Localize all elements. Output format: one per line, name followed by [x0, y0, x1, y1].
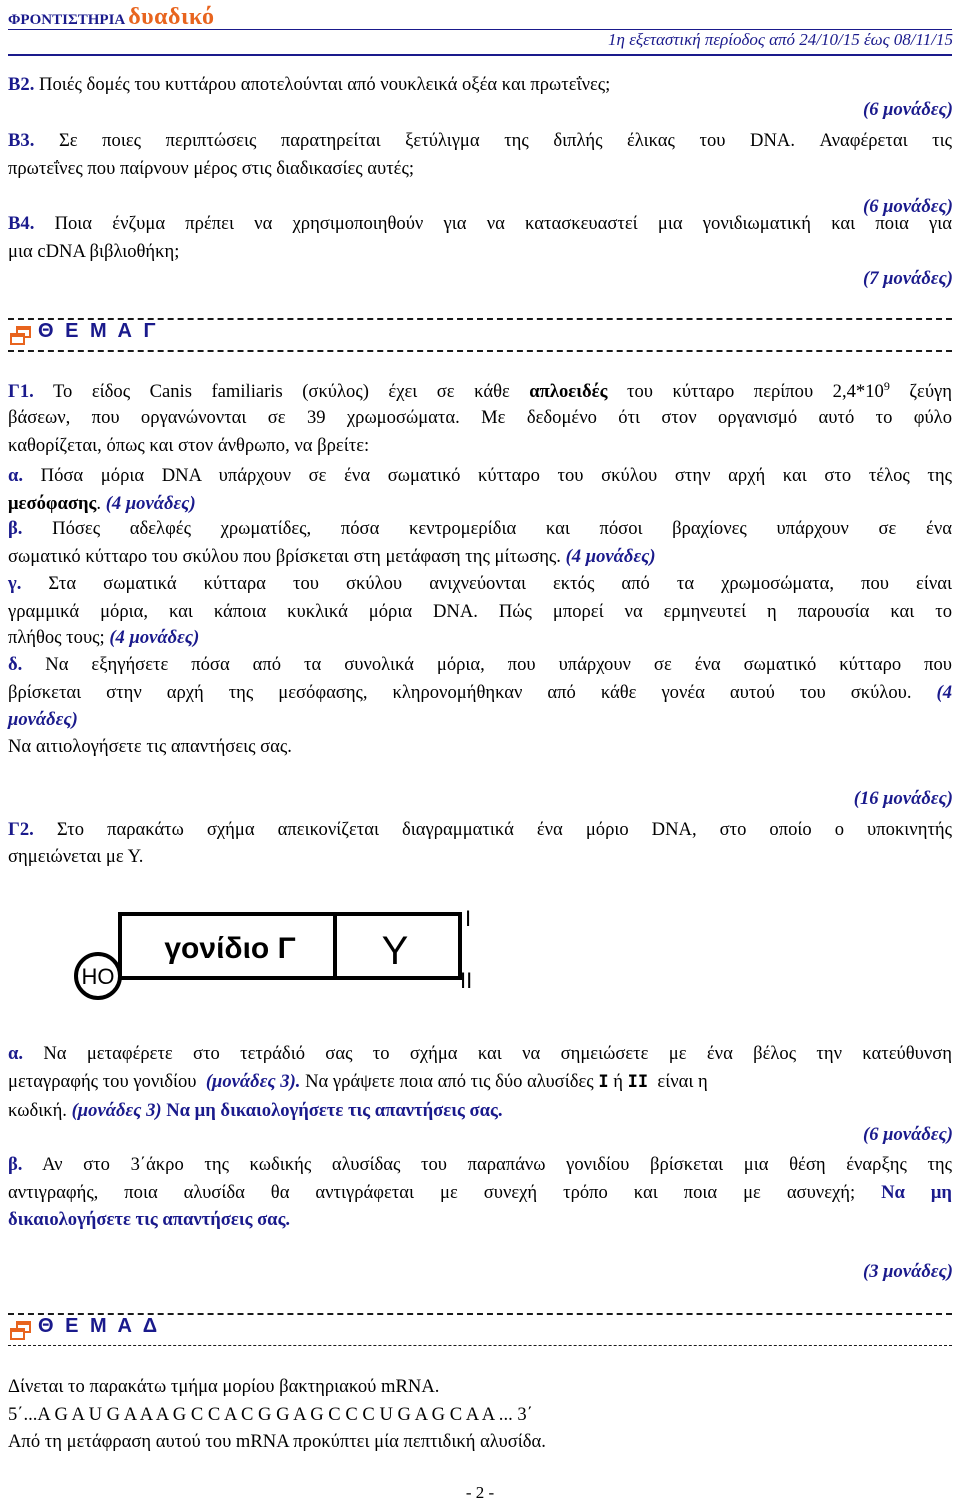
- g1-haploid: απλοειδές: [529, 381, 608, 403]
- brand-logo: [8, 4, 215, 31]
- g1-a-line1: Πόσα μόρια DNA υπάρχουν σε ένα σωματικό κύτταρο του σκύλου στην αρχή και στο τέλος της: [40, 465, 952, 486]
- g1-c-marks: (4 μονάδες): [109, 627, 200, 648]
- g1-b-line1: Πόσες αδελφές χρωματίδες, πόσα κεντρομερίδια και πόσοι βραχίονες υπάρχουν σε ένα: [52, 518, 952, 539]
- windows-icon: [10, 326, 32, 346]
- g1-a-line2: μεσόφασης. (4 μονάδες): [8, 493, 196, 514]
- strand-i-ref: I: [598, 1072, 609, 1092]
- g1-c: [8, 570, 952, 598]
- theme-d-header: [8, 1313, 952, 1345]
- strand-ii-ref: II: [627, 1072, 649, 1092]
- strand-i-label: I: [465, 906, 472, 931]
- g1-c-line1: Στα σωματικά κύτταρα του σκύλου ανιχνεύονται εκτός από τα χρωμοσώματα, που είναι: [48, 573, 952, 594]
- g1-b-marks: (4 μονάδες): [565, 546, 656, 567]
- g1-d-marks-b: μονάδες): [8, 709, 78, 730]
- promoter-y-label: Y: [381, 929, 409, 973]
- g1-d-marks-a: (4: [936, 682, 952, 703]
- exam-period: 1η εξεταστική περίοδος από 24/10/15 έως 08/11/15: [608, 30, 953, 49]
- b2-label: Β2.: [8, 74, 35, 95]
- g2-line2: σημειώνεται με Υ.: [8, 846, 144, 867]
- page-number: - 2 -: [465, 1483, 495, 1502]
- gene-label: γονίδιο Γ: [164, 932, 296, 965]
- b4-question: [8, 210, 952, 238]
- b4-line2: μια cDNA βιβλιοθήκη;: [8, 241, 180, 262]
- b4-line1: Ποια ένζυμα πρέπει να χρησιμοποιηθούν για να κατασκευαστεί μια γονιδιωματική και ποια για: [54, 213, 952, 234]
- header-rule-bottom: [8, 54, 952, 56]
- g2-b-line2: [8, 1179, 952, 1207]
- g1-line1-pre: Το είδος Canis familiaris (σκύλος) έχει σε κάθε: [52, 381, 510, 403]
- g1-line1-end: ζεύγη: [909, 381, 952, 403]
- g1-d: [8, 651, 952, 679]
- b3-line1: Σε ποιες περιπτώσεις παρατηρείται ξετύλιγμα της διπλής έλικας του DNA. Αναφέρεται τις: [58, 130, 952, 151]
- windows-icon: [10, 1321, 32, 1341]
- g1-d-line3: [8, 706, 952, 734]
- g2-b-line3: [8, 1206, 952, 1234]
- g1-a-mesophase: μεσόφασης: [8, 493, 97, 514]
- b3-question: [8, 127, 952, 155]
- g2-b-total: (3 μονάδες): [863, 1261, 953, 1282]
- g1-justify: Να αιτιολογήσετε τις απαντήσεις σας.: [8, 736, 292, 757]
- theme-g-header: [8, 318, 952, 350]
- g1-line3: καθορίζεται, όπως και στον άνθρωπο, να βρείτε:: [8, 435, 370, 456]
- g1-b-line2: [8, 543, 952, 571]
- dna-figure: [60, 900, 500, 1000]
- g2-a-line3: [8, 1097, 952, 1125]
- b3-label: Β3.: [8, 130, 35, 151]
- d-line1: Δίνεται το παρακάτω τμήμα μορίου βακτηριακού mRNA.: [8, 1376, 440, 1397]
- g2-a-total: (6 μονάδες): [863, 1124, 953, 1145]
- b2-marks: (6 μονάδες): [863, 99, 953, 120]
- g2-a-marks1: (μονάδες 3).: [205, 1071, 301, 1092]
- b2-question: [8, 71, 952, 99]
- g1-d-line2-text: βρίσκεται στην αρχή της μεσόφασης, κληρονομήθηκαν από κάθε γονέα αυτού του σκύλου.: [8, 682, 912, 703]
- g2-a-line3-pre: κωδική.: [8, 1100, 67, 1121]
- g1-d-label: δ.: [8, 654, 23, 675]
- theme-d-dash-bottom: [8, 1345, 952, 1346]
- g2-a-label: α.: [8, 1043, 24, 1064]
- strand-ii-label: II: [460, 968, 473, 993]
- theme-g-title: Θ Ε Μ Α Γ: [38, 320, 159, 342]
- g1-d-line1: Να εξηγήσετε πόσα από τα συνολικά μόρια, που υπάρχουν σε ένα σωματικό κύτταρο που: [45, 654, 952, 675]
- g2-a: [8, 1040, 952, 1068]
- header-rule: [8, 29, 952, 30]
- g2-a-line2-mid: Να γράψετε ποια από τις δύο αλυσίδες: [305, 1071, 594, 1092]
- g2-label: Γ2.: [8, 819, 34, 840]
- g1-line1-post: του κύτταρο περίπου 2,4*10: [626, 381, 884, 403]
- g1-line1: [8, 372, 952, 406]
- brand-name: δυαδικό: [128, 4, 215, 30]
- g1-line2: βάσεων, που οργανώνονται σε 39 χρωμοσώματα. Με δεδομένο ότι στον οργανισμό αυτό το φύλο: [8, 407, 952, 428]
- g2-b-label: β.: [8, 1154, 23, 1175]
- theme-g-dash-bottom: [8, 350, 952, 352]
- g1-a-marks: (4 μονάδες): [105, 493, 196, 514]
- g1-b-label: β.: [8, 518, 23, 539]
- mrna-sequence: 5΄...A G A U G A A A G C C A C G G A G C C C U G A G C A A ... 3΄: [8, 1404, 533, 1425]
- g1-c-line3-text: πλήθος τους;: [8, 627, 105, 648]
- g2-line1-text: Στο παρακάτω σχήμα απεικονίζεται διαγραμματικά ένα μόριο DNA, στο οποίο ο υποκινητής: [56, 819, 953, 840]
- b3-marks: (6 μονάδες): [863, 196, 953, 217]
- g1-exponent: 9: [883, 379, 890, 393]
- g2-line1: [8, 816, 952, 844]
- g2-a-or: ή: [613, 1071, 623, 1092]
- g2-a-line2: [8, 1068, 952, 1096]
- g2-b-line2-bold: Να μη: [881, 1182, 952, 1203]
- g1-label: Γ1.: [8, 381, 34, 403]
- g2-b: [8, 1151, 952, 1179]
- g1-c-line2: γραμμικά μόρια, και κάποια κυκλικά μόρια DNA. Πώς μπορεί να ερμηνευτεί η παρουσία και το: [8, 601, 952, 622]
- g2-b-line3-bold: δικαιολογήσετε τις απαντήσεις σας.: [8, 1209, 291, 1230]
- g1-c-label: γ.: [8, 573, 22, 594]
- g1-c-line3: [8, 624, 952, 652]
- g2-a-line2-end: είναι η: [657, 1071, 708, 1092]
- g2-b-line2-pre: αντιγραφής, ποια αλυσίδα θα αντιγράφεται με συνεχή τρόπο και ποια με ασυνεχή;: [8, 1182, 856, 1203]
- g1-a-label: α.: [8, 465, 24, 486]
- g1-a: [8, 462, 952, 490]
- g2-a-marks2: (μονάδες 3): [71, 1100, 162, 1121]
- g1-total-marks: (16 μονάδες): [853, 788, 953, 809]
- d-line3: Από τη μετάφραση αυτού του mRNA προκύπτει μία πεπτιδική αλυσίδα.: [8, 1431, 546, 1452]
- g2-a-line2-pre: μεταγραφής του γονιδίου: [8, 1071, 197, 1092]
- b2-text: Ποιές δομές του κυττάρου αποτελούνται από νουκλεικά οξέα και πρωτεΐνες;: [39, 74, 611, 95]
- theme-d-title: Θ Ε Μ Α Δ: [38, 1315, 161, 1337]
- b4-marks: (7 μονάδες): [863, 268, 953, 289]
- g2-a-no-justify: Να μη δικαιολογήσετε τις απαντήσεις σας.: [166, 1100, 503, 1121]
- g2-a-line1: Να μεταφέρετε στο τετράδιό σας το σχήμα και να σημειώσετε με ένα βέλος την κατεύθυνση: [43, 1043, 952, 1064]
- g1-d-line2: [8, 679, 952, 707]
- g2-b-line1: Αν στο 3΄άκρο της κωδικής αλυσίδας του παραπάνω γονιδίου βρίσκεται μια θέση έναρξης της: [42, 1154, 953, 1175]
- ho-label: HO: [81, 964, 115, 989]
- g1-b-line2-text: σωματικό κύτταρο του σκύλου που βρίσκεται στη μετάφαση της μίτωσης.: [8, 546, 561, 567]
- b4-label: Β4.: [8, 213, 35, 234]
- g1-b: [8, 515, 952, 543]
- b3-line2: πρωτεΐνες που παίρνουν μέρος στις διαδικασίες αυτές;: [8, 158, 415, 179]
- brand-prefix: ΦΡΟΝΤΙΣΤΗΡΙΑ: [8, 12, 125, 28]
